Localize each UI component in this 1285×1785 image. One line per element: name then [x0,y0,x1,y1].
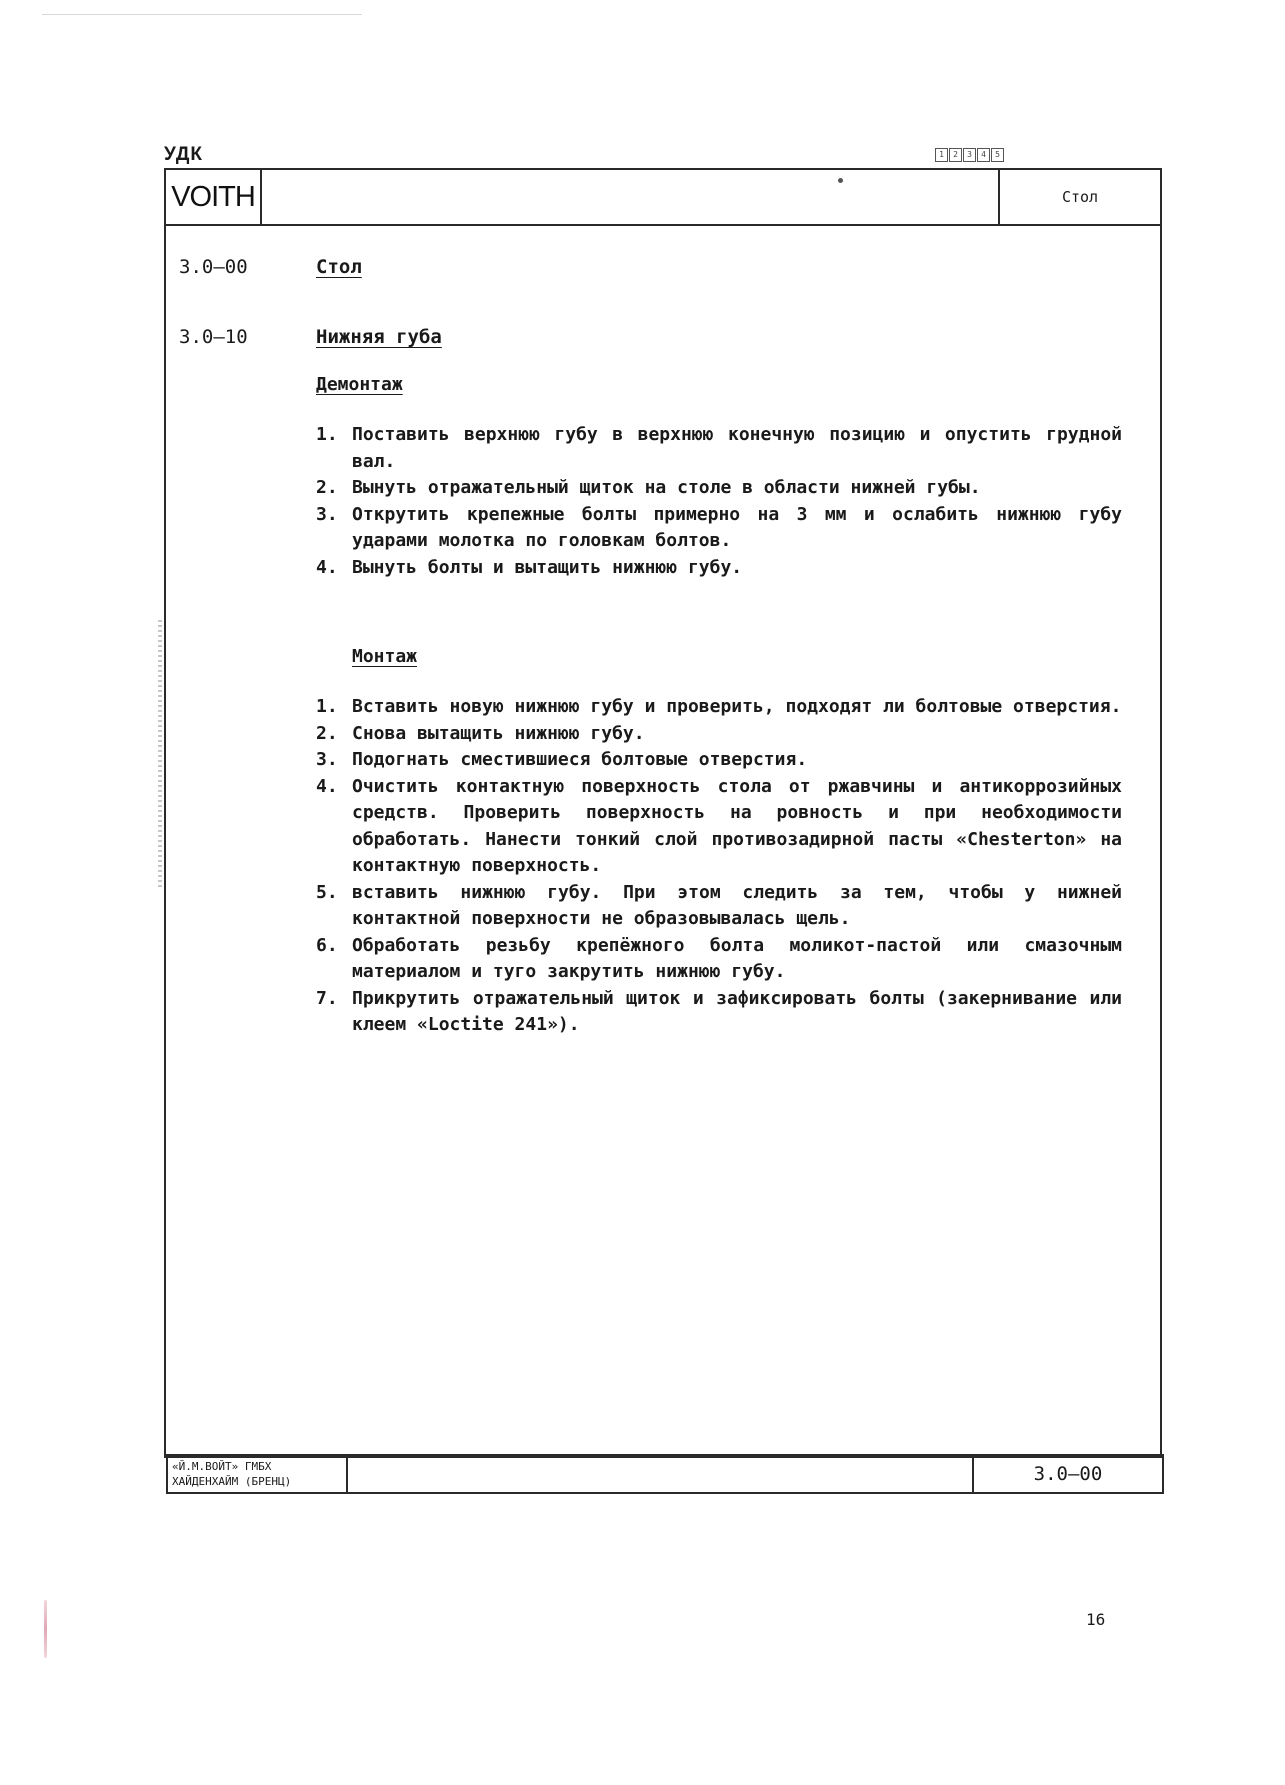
dismantling-heading: Демонтаж [316,374,403,395]
header-row [166,170,1160,226]
footer-doc-code: 3.0–00 [972,1456,1162,1492]
list-item: 4. Вынуть болты и вытащить нижнюю губу. [316,556,743,578]
list-item: 2. Вынуть отражательный щиток на столе в области нижней губы. [316,477,981,498]
dismantling-steps [316,422,1122,581]
list-item: 3. Подогнать сместившиеся болтовые отверстия. [316,749,808,770]
udk-label: УДК [164,144,203,165]
subsection-title: Нижняя губа [316,326,442,348]
list-item: 2. Снова вытащить нижнюю губу. [316,722,645,744]
document-frame [164,168,1162,1488]
subsection-code: 3.0–10 [179,326,248,348]
footer-row [166,1454,1164,1494]
list-item: 3. Открутить крепежные болты примерно на 3 мм и ослабить нижнюю губу ударами молотка по головкам болтов. [316,503,1122,551]
list-item: 1. Поставить верхнюю губу в верхнюю конечную позицию и опустить грудной вал. [316,424,1122,472]
list-item: 7. Прикрутить отражательный щиток и зафиксировать болты (закернивание или клеем «Loctite 241»). [316,987,1122,1035]
page-box: 4 [977,148,990,162]
page-number: 16 [1086,1610,1106,1629]
list-item: 6. Обработать резьбу крепёжного болта моликот-пастой или смазочным материалом и туго закрутить нижнюю губу. [316,934,1122,982]
side-margin-note [158,620,162,890]
voith-logo: VOITH [166,170,262,224]
mounting-heading: Монтаж [352,646,418,667]
scan-edge-line [42,14,362,15]
section-title: Стол [316,256,362,278]
list-item: 5. вставить нижнюю губу. При этом следить за тем, чтобы у нижней контактной поверхности не образовывалась щель. [316,881,1122,929]
page-boxes [935,148,1005,162]
company-name: «Й.М.ВОЙТ» ГМБХ ХАЙДЕНХАЙМ (БРЕНЦ) [168,1456,348,1492]
list-item: 4. Очистить контактную поверхность стола от ржавчины и антикоррозийных средств. Проверить поверхность на ровность и при необходимости обработать. Нанести тонкий слой противозадирной пасты «Chesterton» на контактную поверхность. [316,775,1122,876]
dot-mark [838,178,843,183]
list-item: 1. Вставить новую нижнюю губу и проверить, подходят ли болтовые отверстия. [316,696,1122,717]
scan-mark [44,1600,47,1658]
mounting-steps [316,694,1122,1039]
section-code: 3.0–00 [179,256,248,278]
page-box: 2 [949,148,962,162]
page-box: 5 [991,148,1004,162]
page-box: 3 [963,148,976,162]
page-box: 1 [935,148,948,162]
doc-title: Стол [998,170,1160,224]
